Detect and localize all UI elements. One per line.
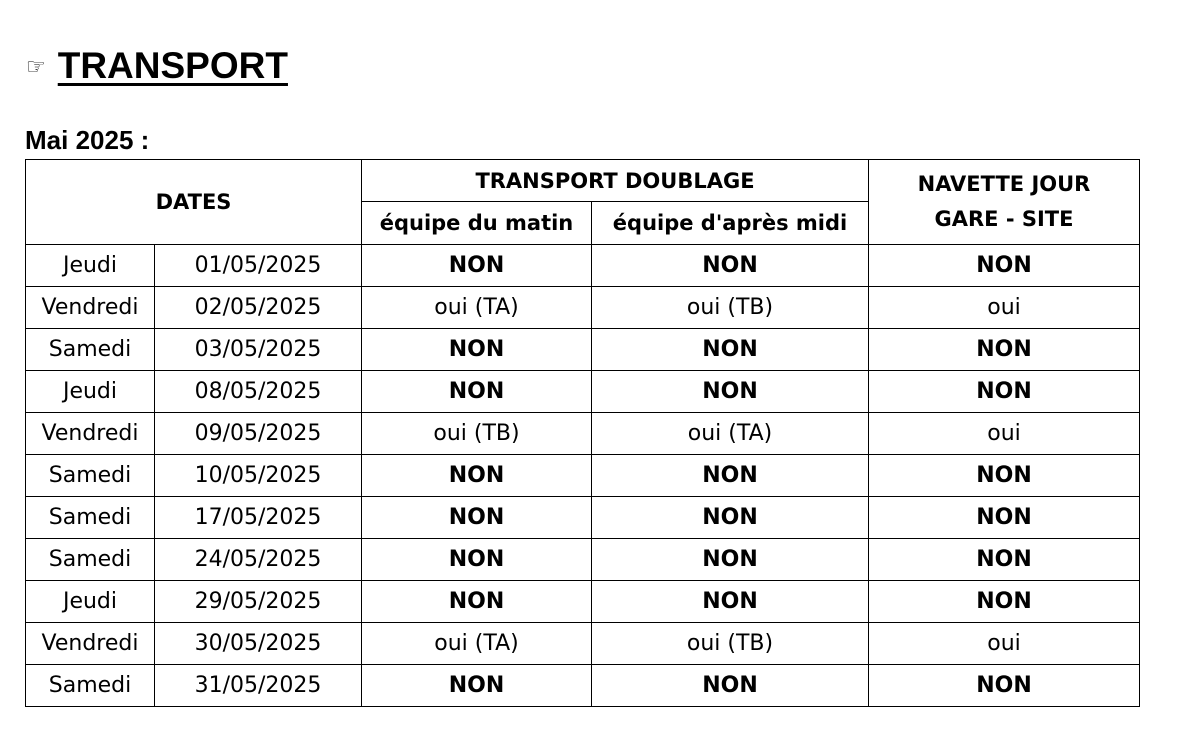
dates-header: DATES — [26, 160, 362, 245]
apres-midi-cell: NON — [592, 581, 869, 623]
pointing-hand-icon: ☞ — [26, 55, 46, 81]
date-cell: 01/05/2025 — [155, 245, 362, 287]
day-cell: Samedi — [26, 665, 155, 707]
table-row — [26, 371, 1140, 413]
date-cell: 08/05/2025 — [155, 371, 362, 413]
apres-midi-cell: NON — [592, 245, 869, 287]
day-cell: Samedi — [26, 539, 155, 581]
date-cell: 17/05/2025 — [155, 497, 362, 539]
matin-cell: oui (TA) — [362, 287, 592, 329]
table-row — [26, 455, 1140, 497]
navette-header — [869, 160, 1140, 245]
navette-cell: oui — [869, 287, 1140, 329]
month-label: Mai 2025 : — [25, 125, 150, 155]
date-cell: 24/05/2025 — [155, 539, 362, 581]
page-title: TRANSPORT — [57, 45, 288, 86]
equipe-matin-header: équipe du matin — [362, 202, 592, 245]
date-cell: 10/05/2025 — [155, 455, 362, 497]
date-cell: 02/05/2025 — [155, 287, 362, 329]
equipe-apres-midi-header: équipe d'après midi — [592, 202, 869, 245]
navette-cell: NON — [869, 245, 1140, 287]
table-row — [26, 413, 1140, 455]
apres-midi-cell: oui (TB) — [592, 623, 869, 665]
navette-header-line2: GARE - SITE — [934, 207, 1074, 231]
matin-cell: NON — [362, 497, 592, 539]
apres-midi-cell: oui (TA) — [592, 413, 869, 455]
page-heading — [26, 46, 288, 87]
apres-midi-cell: NON — [592, 497, 869, 539]
navette-cell: NON — [869, 539, 1140, 581]
transport-doublage-header: TRANSPORT DOUBLAGE — [362, 160, 869, 202]
date-cell: 09/05/2025 — [155, 413, 362, 455]
navette-cell: NON — [869, 455, 1140, 497]
table-body — [26, 245, 1140, 707]
navette-cell: NON — [869, 329, 1140, 371]
table-row — [26, 245, 1140, 287]
matin-cell: NON — [362, 581, 592, 623]
day-cell: Jeudi — [26, 581, 155, 623]
apres-midi-cell: NON — [592, 539, 869, 581]
navette-cell: NON — [869, 371, 1140, 413]
matin-cell: NON — [362, 665, 592, 707]
navette-cell: NON — [869, 665, 1140, 707]
date-cell: 30/05/2025 — [155, 623, 362, 665]
table-row — [26, 581, 1140, 623]
day-cell: Vendredi — [26, 623, 155, 665]
apres-midi-cell: NON — [592, 371, 869, 413]
table-header-row — [26, 160, 1140, 202]
day-cell: Vendredi — [26, 413, 155, 455]
date-cell: 29/05/2025 — [155, 581, 362, 623]
day-cell: Samedi — [26, 497, 155, 539]
navette-cell: oui — [869, 623, 1140, 665]
table-row — [26, 497, 1140, 539]
table-row — [26, 623, 1140, 665]
day-cell: Jeudi — [26, 245, 155, 287]
table-row — [26, 539, 1140, 581]
table-row — [26, 329, 1140, 371]
navette-header-line1: NAVETTE JOUR — [917, 172, 1091, 197]
matin-cell: NON — [362, 371, 592, 413]
matin-cell: NON — [362, 455, 592, 497]
matin-cell: oui (TA) — [362, 623, 592, 665]
navette-cell: NON — [869, 497, 1140, 539]
apres-midi-cell: NON — [592, 455, 869, 497]
day-cell: Samedi — [26, 329, 155, 371]
matin-cell: NON — [362, 329, 592, 371]
day-cell: Vendredi — [26, 287, 155, 329]
date-cell: 31/05/2025 — [155, 665, 362, 707]
matin-cell: NON — [362, 245, 592, 287]
matin-cell: NON — [362, 539, 592, 581]
table-row — [26, 287, 1140, 329]
day-cell: Jeudi — [26, 371, 155, 413]
apres-midi-cell: NON — [592, 665, 869, 707]
navette-cell: NON — [869, 581, 1140, 623]
day-cell: Samedi — [26, 455, 155, 497]
apres-midi-cell: NON — [592, 329, 869, 371]
matin-cell: oui (TB) — [362, 413, 592, 455]
apres-midi-cell: oui (TB) — [592, 287, 869, 329]
date-cell: 03/05/2025 — [155, 329, 362, 371]
transport-schedule-table — [25, 159, 1140, 707]
table-row — [26, 665, 1140, 707]
navette-cell: oui — [869, 413, 1140, 455]
